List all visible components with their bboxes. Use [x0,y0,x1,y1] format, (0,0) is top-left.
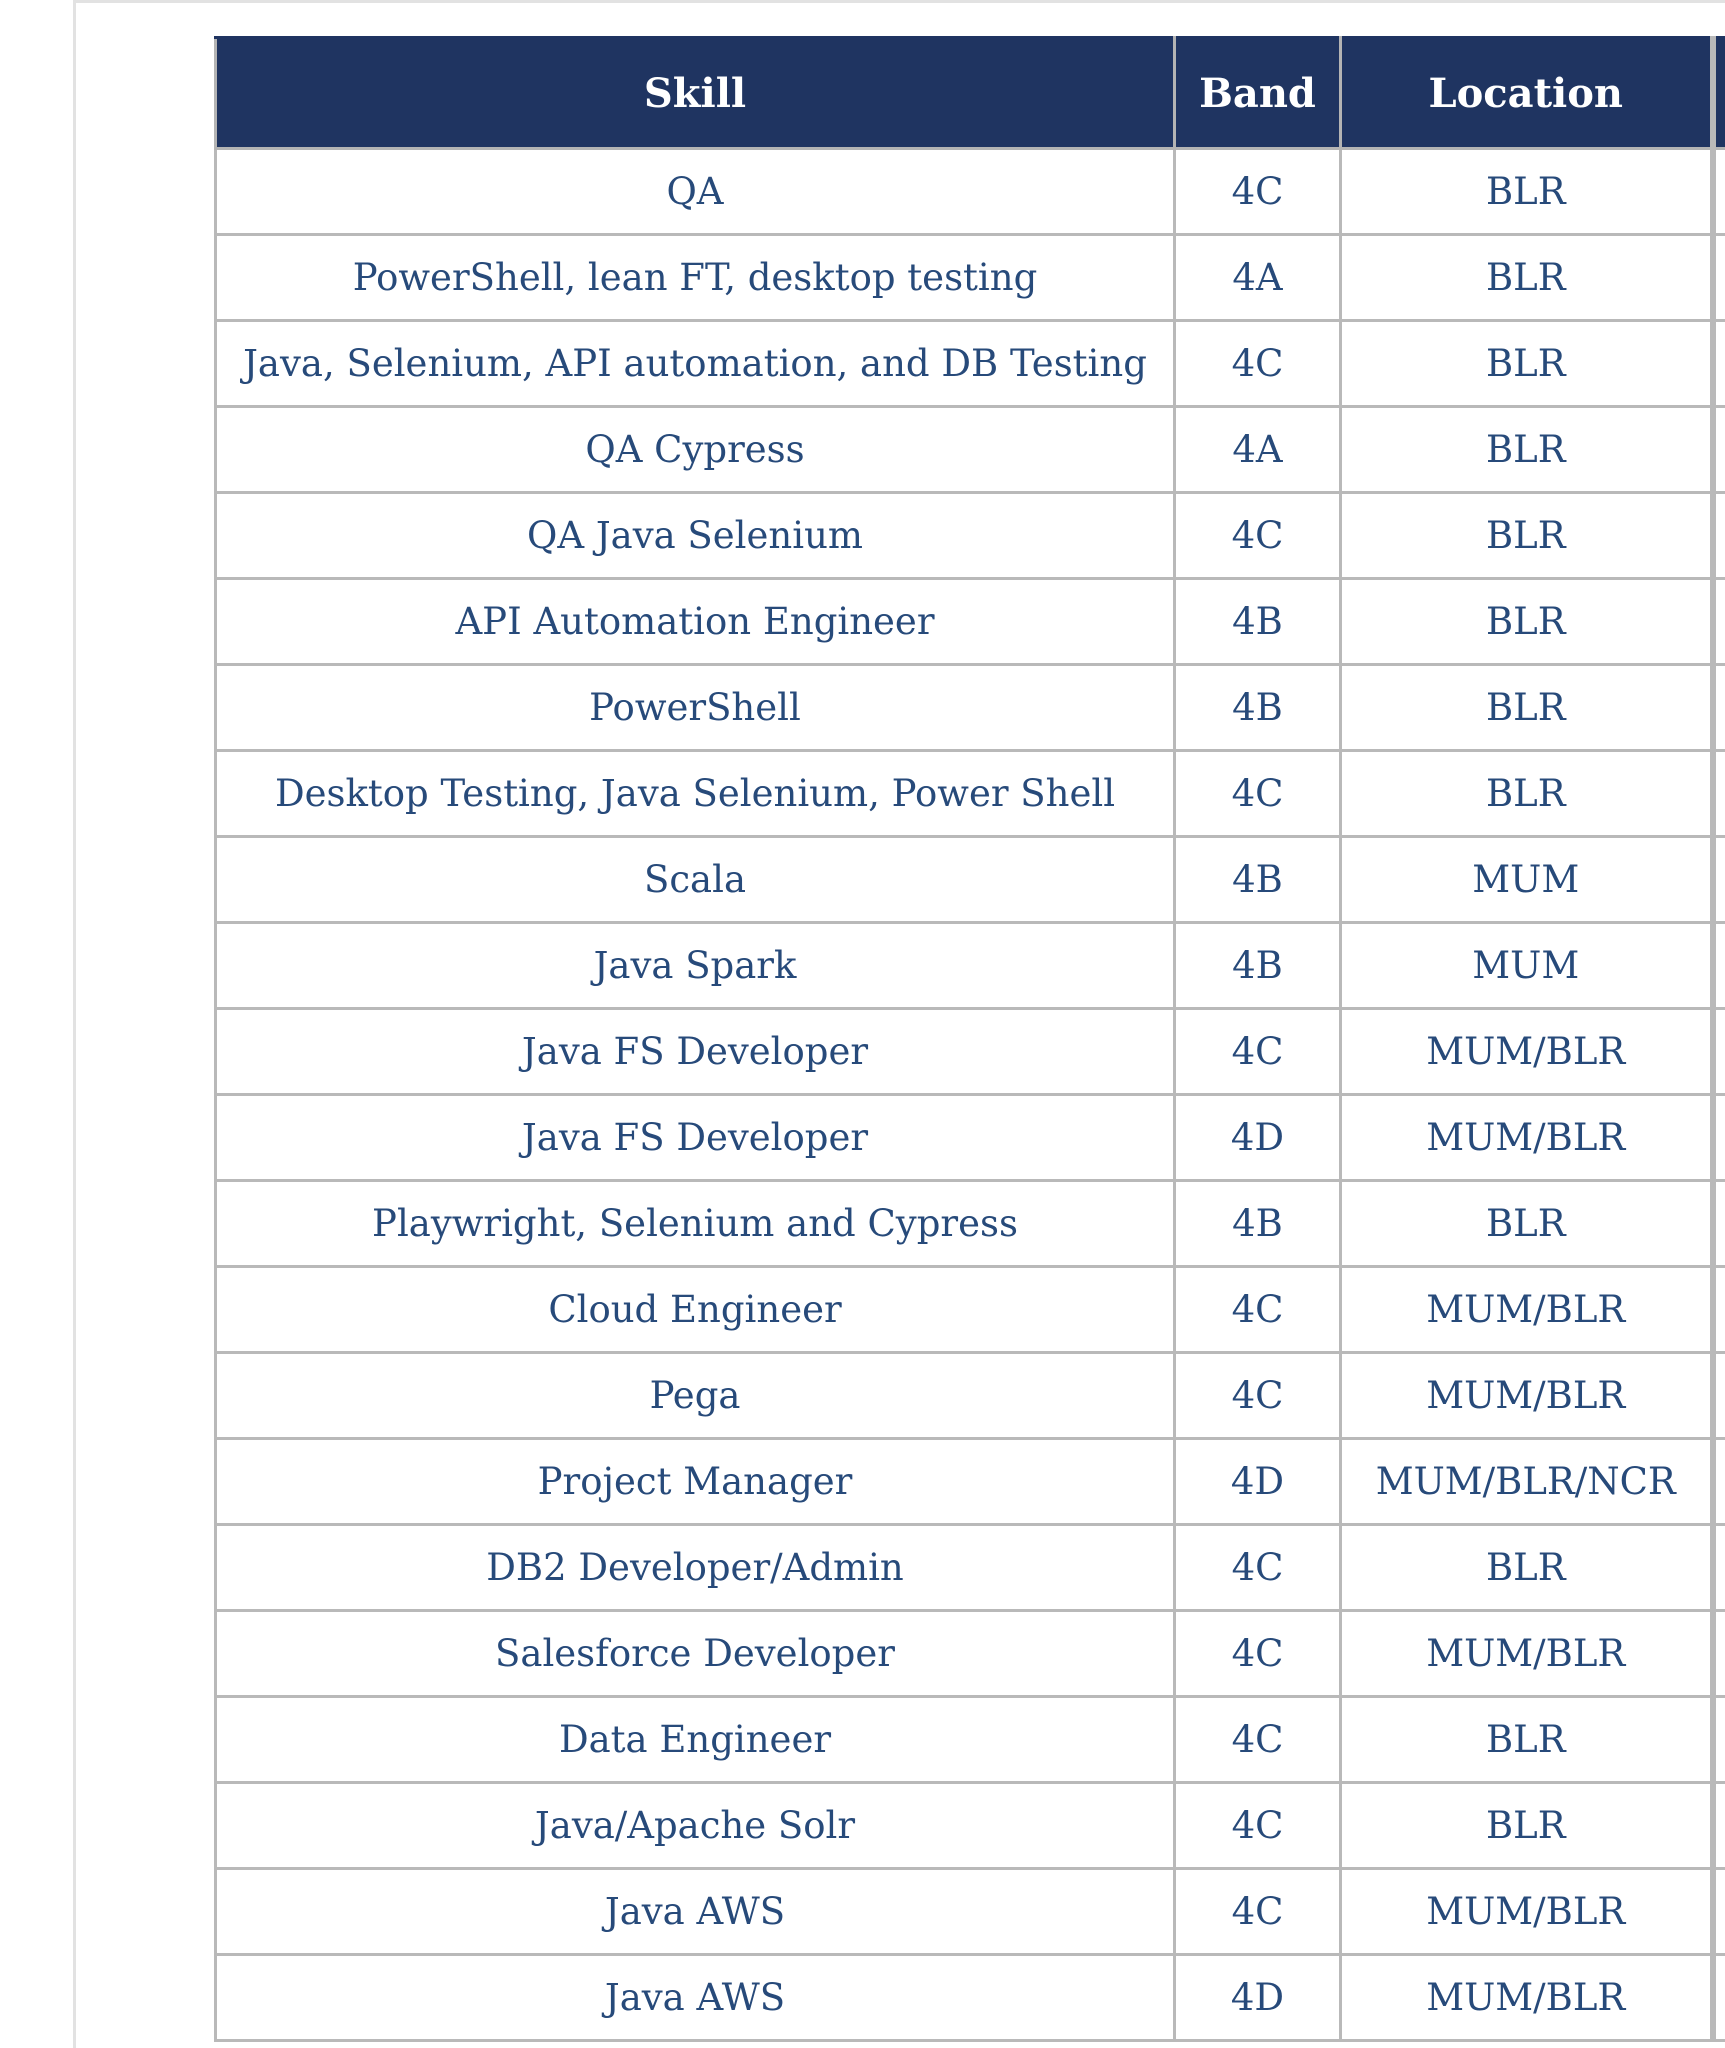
cell-band: 4C [1175,751,1341,837]
cell-skill: Project Manager [216,1439,1175,1525]
cell-location: BLR [1341,579,1713,665]
table-row [216,1181,1725,1267]
cell-skill: Java Spark [216,923,1175,1009]
cell-cropped-column [1713,1267,1725,1353]
cell-skill: PowerShell, lean FT, desktop testing [216,235,1175,321]
header-location: Location [1341,38,1713,149]
page-top-border [73,0,1725,3]
cell-skill: Java AWS [216,1955,1175,2041]
cell-skill: Java AWS [216,1869,1175,1955]
cell-cropped-column [1713,579,1725,665]
table-row [216,149,1725,235]
cell-band: 4C [1175,321,1341,407]
cell-cropped-column [1713,665,1725,751]
cell-skill: QA Cypress [216,407,1175,493]
cell-location: MUM [1341,837,1713,923]
skills-table [214,36,1725,2042]
table-row [216,1783,1725,1869]
cell-band: 4B [1175,665,1341,751]
cell-location: MUM/BLR [1341,1009,1713,1095]
cell-band: 4C [1175,493,1341,579]
cell-skill: Data Engineer [216,1697,1175,1783]
cell-cropped-column [1713,1783,1725,1869]
cell-cropped-column [1713,1611,1725,1697]
cell-band: 4C [1175,1009,1341,1095]
cell-cropped-column [1713,1095,1725,1181]
cell-cropped-column [1713,235,1725,321]
cell-location: BLR [1341,493,1713,579]
table-row [216,235,1725,321]
table-header-row [216,38,1725,149]
cell-band: 4D [1175,1439,1341,1525]
cell-band: 4A [1175,235,1341,321]
cell-location: BLR [1341,1783,1713,1869]
cell-location: BLR [1341,235,1713,321]
cell-location: MUM/BLR [1341,1353,1713,1439]
header-band: Band [1175,38,1341,149]
cell-location: MUM/BLR [1341,1869,1713,1955]
cell-cropped-column [1713,751,1725,837]
cell-skill: API Automation Engineer [216,579,1175,665]
cell-cropped-column [1713,407,1725,493]
table-row [216,1955,1725,2041]
table-row [216,1267,1725,1353]
cell-location: BLR [1341,1525,1713,1611]
cell-skill: Cloud Engineer [216,1267,1175,1353]
table-row [216,321,1725,407]
cell-cropped-column [1713,321,1725,407]
cell-location: MUM/BLR [1341,1267,1713,1353]
cell-band: 4B [1175,923,1341,1009]
cell-band: 4D [1175,1095,1341,1181]
cell-band: 4C [1175,1869,1341,1955]
cell-location: BLR [1341,321,1713,407]
cell-band: 4C [1175,1525,1341,1611]
cell-skill: QA Java Selenium [216,493,1175,579]
cell-skill: Salesforce Developer [216,1611,1175,1697]
cell-location: MUM/BLR [1341,1095,1713,1181]
cell-skill: Java FS Developer [216,1095,1175,1181]
cell-cropped-column [1713,1697,1725,1783]
cell-band: 4A [1175,407,1341,493]
cell-cropped-column [1713,149,1725,235]
table-row [216,1869,1725,1955]
cell-location: MUM/BLR [1341,1955,1713,2041]
table-row [216,1697,1725,1783]
cell-band: 4B [1175,1181,1341,1267]
cell-location: BLR [1341,1181,1713,1267]
cell-location: BLR [1341,665,1713,751]
table-row [216,923,1725,1009]
cell-band: 4C [1175,1353,1341,1439]
cell-location: BLR [1341,149,1713,235]
cell-skill: Scala [216,837,1175,923]
table-row [216,579,1725,665]
table-row [216,1095,1725,1181]
cell-location: BLR [1341,407,1713,493]
table-row [216,1439,1725,1525]
cell-cropped-column [1713,1181,1725,1267]
cell-skill: Java/Apache Solr [216,1783,1175,1869]
cell-cropped-column [1713,1869,1725,1955]
cell-band: 4C [1175,1697,1341,1783]
table-row [216,493,1725,579]
cell-location: BLR [1341,751,1713,837]
cell-cropped-column [1713,1525,1725,1611]
cell-skill: Java, Selenium, API automation, and DB Testing [216,321,1175,407]
cell-cropped-column [1713,1955,1725,2041]
cell-band: 4B [1175,579,1341,665]
header-cropped-column [1713,38,1725,149]
cell-band: 4D [1175,1955,1341,2041]
page-left-border [73,0,76,2048]
table-row [216,1009,1725,1095]
table-row [216,837,1725,923]
cell-band: 4C [1175,149,1341,235]
cell-location: MUM/BLR/NCR [1341,1439,1713,1525]
table-row [216,1353,1725,1439]
cell-location: MUM/BLR [1341,1611,1713,1697]
cell-skill: DB2 Developer/Admin [216,1525,1175,1611]
cell-cropped-column [1713,1009,1725,1095]
cell-skill: Playwright, Selenium and Cypress [216,1181,1175,1267]
cell-skill: PowerShell [216,665,1175,751]
cell-skill: Java FS Developer [216,1009,1175,1095]
cell-location: BLR [1341,1697,1713,1783]
table-row [216,665,1725,751]
cell-band: 4C [1175,1783,1341,1869]
cell-cropped-column [1713,493,1725,579]
cell-skill: Pega [216,1353,1175,1439]
cell-cropped-column [1713,1439,1725,1525]
cell-skill: QA [216,149,1175,235]
table-row [216,407,1725,493]
cell-band: 4B [1175,837,1341,923]
table-row [216,1525,1725,1611]
table-row [216,751,1725,837]
table-row [216,1611,1725,1697]
cell-band: 4C [1175,1611,1341,1697]
cell-cropped-column [1713,1353,1725,1439]
table-container [214,36,1725,2048]
cell-cropped-column [1713,923,1725,1009]
header-skill: Skill [216,38,1175,149]
cell-skill: Desktop Testing, Java Selenium, Power Shell [216,751,1175,837]
cell-cropped-column [1713,837,1725,923]
cell-band: 4C [1175,1267,1341,1353]
cell-location: MUM [1341,923,1713,1009]
